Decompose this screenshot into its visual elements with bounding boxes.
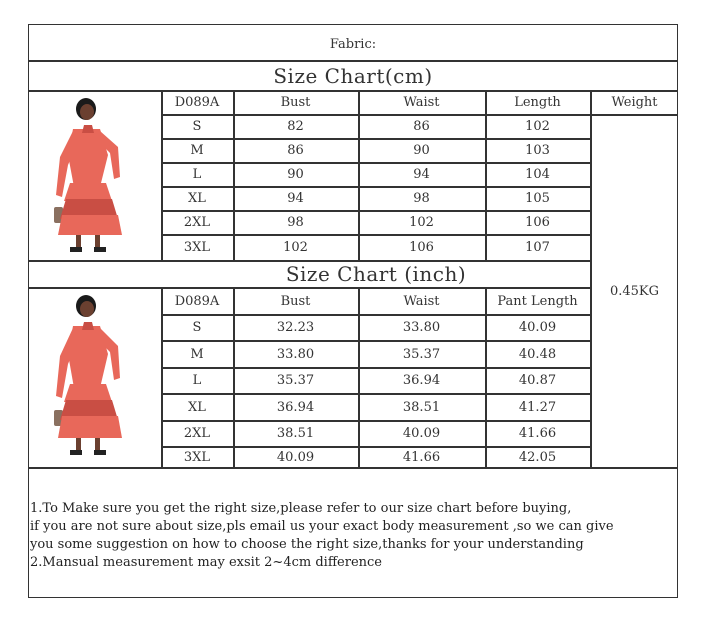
cm-cell: 106 — [409, 240, 434, 255]
inch-cell: 40.09 — [518, 320, 557, 335]
cm-cell: 86 — [413, 119, 430, 134]
inch-cell: XL — [188, 399, 206, 415]
rule-table-bottom — [28, 467, 678, 469]
note-line: 1.To Make sure you get the right size,please refer to our size chart before buying, — [30, 501, 572, 516]
cm-cell: 82 — [287, 119, 304, 134]
cm-header-bust: Bust — [280, 95, 311, 110]
cm-cell: 3XL — [183, 240, 211, 255]
inch-cell: 38.51 — [276, 426, 315, 441]
note-line: you some suggestion on how to choose the right size,thanks for your understanding — [30, 537, 584, 552]
inch-cell: 2XL — [183, 426, 211, 441]
cm-cell: S — [192, 119, 202, 134]
cm-cell: 90 — [287, 167, 304, 182]
size-notes — [30, 500, 614, 572]
cm-cell: 2XL — [183, 215, 211, 230]
inch-cell: 41.27 — [518, 399, 557, 415]
note-line: 2.Mansual measurement may exsit 2~4cm difference — [30, 555, 382, 570]
inch-chart-title: Size Chart (inch) — [285, 261, 467, 286]
inch-cell: 35.37 — [402, 346, 441, 362]
cm-cell: 106 — [525, 215, 550, 230]
cm-cell: 98 — [413, 191, 430, 206]
cm-cell: 94 — [287, 191, 304, 206]
inch-cell: 42.05 — [518, 449, 557, 465]
cm-cell: XL — [188, 191, 206, 206]
inch-cell: 41.66 — [402, 449, 441, 465]
cm-cell: 102 — [525, 119, 550, 134]
cm-cell: 103 — [525, 143, 550, 158]
fabric-label: Fabric: — [329, 36, 377, 52]
cm-cell: 102 — [409, 215, 434, 230]
cm-cell: 105 — [525, 191, 550, 206]
inch-cell: 40.09 — [402, 426, 441, 441]
inch-cell: 40.48 — [518, 346, 557, 362]
cm-chart-title: Size Chart(cm) — [273, 64, 433, 88]
product-photo-inch — [40, 292, 150, 462]
note-line: if you are not sure about size,pls email us your exact body measurement ,so we can give — [30, 519, 614, 534]
inch-cell: L — [192, 373, 202, 388]
inch-header-style: D089A — [174, 293, 220, 309]
inch-cell: 40.87 — [518, 373, 557, 388]
cm-header-waist: Waist — [403, 95, 440, 110]
cm-cell: 107 — [525, 240, 550, 255]
cm-cell: M — [190, 143, 204, 158]
cm-cell: 94 — [413, 167, 430, 182]
inch-cell: 33.80 — [402, 320, 441, 335]
inch-cell: 3XL — [183, 449, 211, 465]
cm-cell: 102 — [283, 240, 308, 255]
inch-cell: 36.94 — [402, 373, 441, 388]
inch-cell: 36.94 — [276, 399, 315, 415]
inch-cell: M — [190, 346, 204, 362]
inch-cell: 35.37 — [276, 373, 315, 388]
product-photo-cm — [40, 95, 150, 255]
inch-header-bust: Bust — [280, 293, 311, 309]
inch-cell: S — [192, 320, 202, 335]
inch-cell: 32.23 — [276, 320, 315, 335]
cm-header-length: Length — [514, 95, 561, 110]
weight-header: Weight — [611, 95, 658, 110]
inch-header-pant-length: Pant Length — [497, 293, 578, 309]
cm-header-style: D089A — [174, 95, 220, 110]
cm-cell: 90 — [413, 143, 430, 158]
inch-cell: 38.51 — [402, 399, 441, 415]
cm-cell: 86 — [287, 143, 304, 158]
weight-value: 0.45KG — [609, 283, 660, 299]
inch-cell: 40.09 — [276, 449, 315, 465]
cm-cell: 98 — [287, 215, 304, 230]
inch-header-waist: Waist — [403, 293, 440, 309]
cm-cell: 104 — [525, 167, 550, 182]
inch-cell: 33.80 — [276, 346, 315, 362]
inch-cell: 41.66 — [518, 426, 557, 441]
cm-cell: L — [192, 167, 202, 182]
